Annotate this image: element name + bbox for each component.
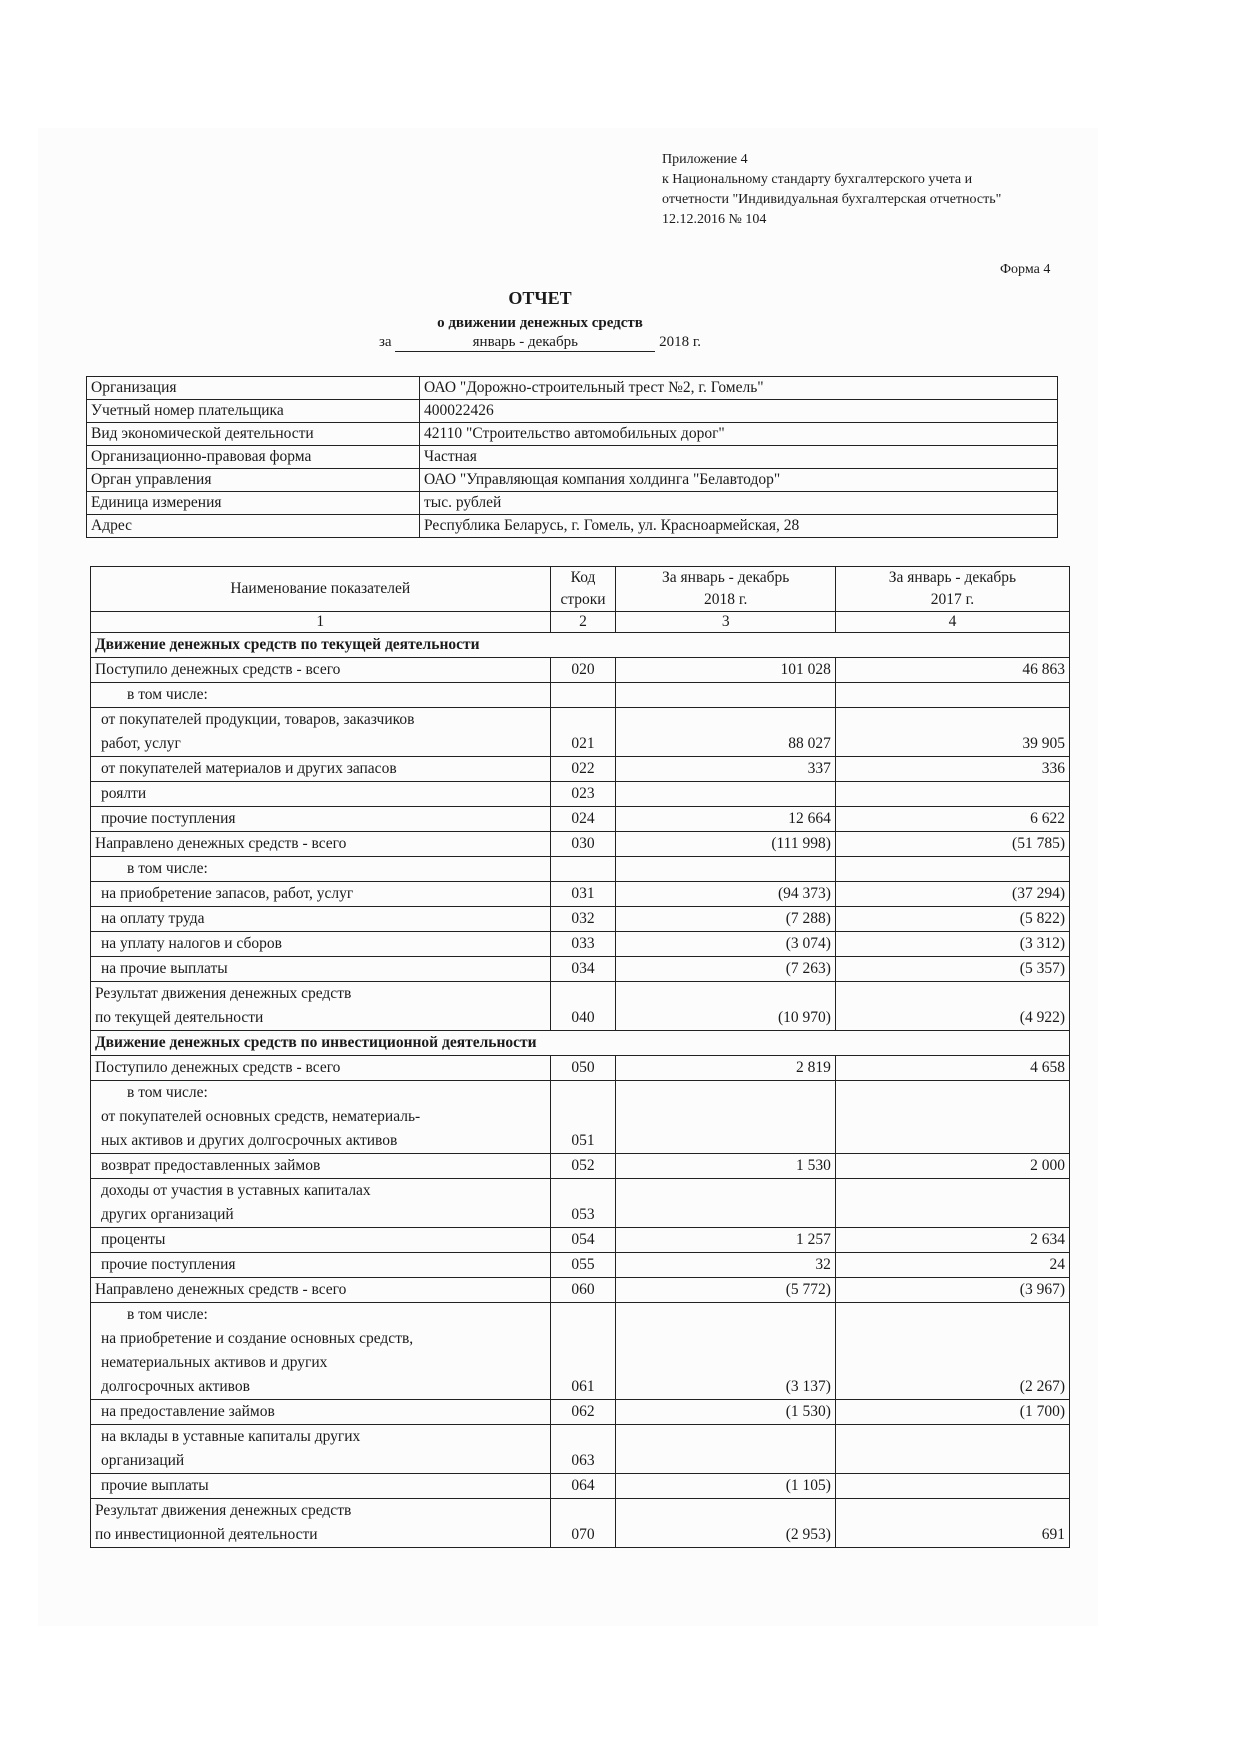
row-value-2018 bbox=[616, 857, 835, 882]
row-value-2018: (111 998) bbox=[616, 832, 835, 857]
row-name-line: возврат предоставленных займов bbox=[101, 1157, 321, 1174]
row-name bbox=[91, 1499, 551, 1548]
table-row bbox=[91, 1303, 1070, 1400]
row-value-2017: (37 294) bbox=[835, 882, 1069, 907]
row-code: 031 bbox=[550, 882, 616, 907]
row-name-line: на оплату труда bbox=[101, 910, 205, 927]
row-value-2017: 46 863 bbox=[835, 658, 1069, 683]
row-value-2017 bbox=[835, 782, 1069, 807]
section-row bbox=[91, 633, 1070, 658]
row-name-line: Направлено денежных средств - всего bbox=[95, 835, 347, 852]
row-value-2018: 2 819 bbox=[616, 1056, 835, 1081]
row-name-line: работ, услуг bbox=[101, 735, 181, 752]
org-row bbox=[87, 515, 1058, 538]
row-code: 024 bbox=[550, 807, 616, 832]
row-name-line: по текущей деятельности bbox=[95, 1009, 264, 1026]
row-code: 023 bbox=[550, 782, 616, 807]
row-name bbox=[91, 1179, 551, 1228]
row-name bbox=[91, 1425, 551, 1474]
row-value-2017: 24 bbox=[835, 1253, 1069, 1278]
org-value: Частная bbox=[420, 446, 1058, 469]
row-value-2017: (5 357) bbox=[835, 957, 1069, 982]
row-name-line: нематериальных активов и других bbox=[101, 1354, 328, 1371]
row-value-2018: (2 953) bbox=[616, 1499, 835, 1548]
row-code: 052 bbox=[550, 1154, 616, 1179]
row-name-line: прочие поступления bbox=[101, 1256, 236, 1273]
row-code: 020 bbox=[550, 658, 616, 683]
row-code: 054 bbox=[550, 1228, 616, 1253]
row-code: 032 bbox=[550, 907, 616, 932]
row-value-2018: 32 bbox=[616, 1253, 835, 1278]
row-value-2018 bbox=[616, 1081, 835, 1154]
row-code: 034 bbox=[550, 957, 616, 982]
row-code: 021 bbox=[550, 708, 616, 757]
org-label: Вид экономической деятельности bbox=[87, 423, 420, 446]
row-value-2017 bbox=[835, 1425, 1069, 1474]
section-row bbox=[91, 1031, 1070, 1056]
row-name-line: других организаций bbox=[101, 1206, 234, 1223]
section-title: Движение денежных средств по текущей деятельности bbox=[91, 633, 1070, 658]
row-value-2018 bbox=[616, 782, 835, 807]
row-code: 050 bbox=[550, 1056, 616, 1081]
row-name bbox=[91, 857, 551, 882]
appendix-line: отчетности "Индивидуальная бухгалтерская отчетность" bbox=[662, 192, 1002, 207]
row-value-2018 bbox=[616, 1425, 835, 1474]
row-value-2017 bbox=[835, 683, 1069, 708]
org-row bbox=[87, 377, 1058, 400]
header-code-line: строки bbox=[560, 591, 606, 608]
row-code: 063 bbox=[550, 1425, 616, 1474]
row-name bbox=[91, 1253, 551, 1278]
row-value-2018: (94 373) bbox=[616, 882, 835, 907]
row-name bbox=[91, 1474, 551, 1499]
table-row bbox=[91, 757, 1070, 782]
row-name bbox=[91, 957, 551, 982]
row-value-2017 bbox=[835, 857, 1069, 882]
row-name-line: прочие выплаты bbox=[101, 1477, 209, 1494]
org-label: Адрес bbox=[87, 515, 420, 538]
row-name-line: от покупателей материалов и других запасов bbox=[101, 760, 397, 777]
header-code bbox=[550, 567, 616, 612]
cash-flow-table bbox=[90, 566, 1070, 1548]
row-name-line: от покупателей продукции, товаров, заказчиков bbox=[101, 711, 415, 728]
column-number: 2 bbox=[550, 612, 616, 633]
org-value: Республика Беларусь, г. Гомель, ул. Красноармейская, 28 bbox=[420, 515, 1058, 538]
row-value-2017: (5 822) bbox=[835, 907, 1069, 932]
table-row bbox=[91, 1081, 1070, 1154]
row-value-2018: 12 664 bbox=[616, 807, 835, 832]
row-code: 040 bbox=[550, 982, 616, 1031]
row-name-line: доходы от участия в уставных капиталах bbox=[101, 1182, 371, 1199]
row-name bbox=[91, 1278, 551, 1303]
period-year: 2018 г. bbox=[659, 334, 702, 350]
org-row bbox=[87, 446, 1058, 469]
row-value-2018: (1 105) bbox=[616, 1474, 835, 1499]
table-row bbox=[91, 857, 1070, 882]
table-row bbox=[91, 1056, 1070, 1081]
org-label: Орган управления bbox=[87, 469, 420, 492]
org-value: 42110 "Строительство автомобильных дорог" bbox=[420, 423, 1058, 446]
row-code bbox=[550, 857, 616, 882]
appendix-line: Приложение 4 bbox=[662, 152, 748, 167]
header-period-line: За январь - декабрь bbox=[662, 569, 790, 586]
form-number: Форма 4 bbox=[1000, 262, 1051, 277]
table-row bbox=[91, 807, 1070, 832]
org-label: Единица измерения bbox=[87, 492, 420, 515]
table-row bbox=[91, 1228, 1070, 1253]
column-number-row bbox=[91, 612, 1070, 633]
row-value-2017: 691 bbox=[835, 1499, 1069, 1548]
org-row bbox=[87, 423, 1058, 446]
row-code: 022 bbox=[550, 757, 616, 782]
row-value-2017: 336 bbox=[835, 757, 1069, 782]
org-label: Учетный номер плательщика bbox=[87, 400, 420, 423]
row-name-line: в том числе: bbox=[127, 1084, 208, 1101]
row-name bbox=[91, 882, 551, 907]
row-value-2017: 2 000 bbox=[835, 1154, 1069, 1179]
row-name bbox=[91, 1081, 551, 1154]
row-name-line: на вклады в уставные капиталы других bbox=[101, 1428, 361, 1445]
org-label: Организационно-правовая форма bbox=[87, 446, 420, 469]
appendix-line: 12.12.2016 № 104 bbox=[662, 212, 767, 227]
row-name bbox=[91, 932, 551, 957]
appendix-line: к Национальному стандарту бухгалтерского учета и bbox=[662, 172, 973, 187]
table-row bbox=[91, 782, 1070, 807]
row-code: 062 bbox=[550, 1400, 616, 1425]
table-row bbox=[91, 1154, 1070, 1179]
header-code-line: Код bbox=[570, 569, 596, 586]
row-value-2017: (1 700) bbox=[835, 1400, 1069, 1425]
row-value-2017 bbox=[835, 1081, 1069, 1154]
table-row bbox=[91, 1253, 1070, 1278]
row-name-line: Результат движения денежных средств bbox=[95, 985, 352, 1002]
row-value-2018 bbox=[616, 683, 835, 708]
row-value-2017: (4 922) bbox=[835, 982, 1069, 1031]
row-value-2018: 88 027 bbox=[616, 708, 835, 757]
period-prefix: за bbox=[378, 334, 392, 350]
table-row bbox=[91, 832, 1070, 857]
row-name-line: на прочие выплаты bbox=[101, 960, 228, 977]
org-label: Организация bbox=[87, 377, 420, 400]
row-value-2018: 1 530 bbox=[616, 1154, 835, 1179]
row-name-line: Поступило денежных средств - всего bbox=[95, 661, 341, 678]
row-name-line: в том числе: bbox=[127, 686, 208, 703]
row-name bbox=[91, 1154, 551, 1179]
org-value: тыс. рублей bbox=[420, 492, 1058, 515]
row-value-2018: 337 bbox=[616, 757, 835, 782]
table-row bbox=[91, 982, 1070, 1031]
org-row bbox=[87, 400, 1058, 423]
row-name-line: по инвестиционной деятельности bbox=[95, 1526, 318, 1543]
row-code: 061 bbox=[550, 1303, 616, 1400]
row-name-line: на уплату налогов и сборов bbox=[101, 935, 282, 952]
header-name: Наименование показателей bbox=[91, 567, 551, 612]
report-period bbox=[300, 334, 780, 352]
row-value-2017: (51 785) bbox=[835, 832, 1069, 857]
row-name-line: Результат движения денежных средств bbox=[95, 1502, 352, 1519]
row-name-line: в том числе: bbox=[127, 1306, 208, 1323]
header-period-2018 bbox=[616, 567, 835, 612]
row-name bbox=[91, 683, 551, 708]
section-title: Движение денежных средств по инвестиционной деятельности bbox=[91, 1031, 1070, 1056]
row-code: 060 bbox=[550, 1278, 616, 1303]
row-name-line: прочие поступления bbox=[101, 810, 236, 827]
row-code: 030 bbox=[550, 832, 616, 857]
row-value-2018: (1 530) bbox=[616, 1400, 835, 1425]
row-name bbox=[91, 832, 551, 857]
row-name bbox=[91, 782, 551, 807]
row-value-2017: 2 634 bbox=[835, 1228, 1069, 1253]
row-name bbox=[91, 1056, 551, 1081]
appendix-note bbox=[662, 150, 1082, 230]
table-row bbox=[91, 1278, 1070, 1303]
organization-table bbox=[86, 376, 1058, 538]
row-name bbox=[91, 1400, 551, 1425]
row-name bbox=[91, 1303, 551, 1400]
report-subtitle: о движении денежных средств bbox=[437, 315, 643, 331]
row-code: 070 bbox=[550, 1499, 616, 1548]
table-row bbox=[91, 708, 1070, 757]
row-value-2017: (3 312) bbox=[835, 932, 1069, 957]
table-row bbox=[91, 957, 1070, 982]
table-row bbox=[91, 1179, 1070, 1228]
row-code: 051 bbox=[550, 1081, 616, 1154]
row-value-2018: (5 772) bbox=[616, 1278, 835, 1303]
row-value-2017: (3 967) bbox=[835, 1278, 1069, 1303]
org-value: ОАО "Управляющая компания холдинга "Белавтодор" bbox=[420, 469, 1058, 492]
row-value-2018: 1 257 bbox=[616, 1228, 835, 1253]
row-name-line: Направлено денежных средств - всего bbox=[95, 1281, 347, 1298]
header-period-line: За январь - декабрь bbox=[888, 569, 1017, 586]
table-row bbox=[91, 658, 1070, 683]
period-value: январь - декабрь bbox=[395, 334, 655, 352]
table-row bbox=[91, 1400, 1070, 1425]
row-value-2017: 39 905 bbox=[835, 708, 1069, 757]
row-value-2017 bbox=[835, 1179, 1069, 1228]
row-name bbox=[91, 757, 551, 782]
report-title: ОТЧЕТ bbox=[508, 288, 572, 308]
column-number: 1 bbox=[91, 612, 551, 633]
row-name-line: на приобретение и создание основных средств, bbox=[101, 1330, 414, 1347]
row-name-line: организаций bbox=[101, 1452, 185, 1469]
row-name bbox=[91, 708, 551, 757]
header-period-2017 bbox=[835, 567, 1069, 612]
row-name-line: роялти bbox=[101, 785, 147, 802]
table-row bbox=[91, 907, 1070, 932]
row-value-2017: 6 622 bbox=[835, 807, 1069, 832]
row-code: 053 bbox=[550, 1179, 616, 1228]
table-row bbox=[91, 1499, 1070, 1548]
row-value-2018: 101 028 bbox=[616, 658, 835, 683]
row-value-2018: (3 074) bbox=[616, 932, 835, 957]
row-value-2017: 4 658 bbox=[835, 1056, 1069, 1081]
row-name bbox=[91, 982, 551, 1031]
row-name bbox=[91, 907, 551, 932]
row-name-line: на приобретение запасов, работ, услуг bbox=[101, 885, 354, 902]
row-name-line: проценты bbox=[101, 1231, 166, 1248]
table-row bbox=[91, 882, 1070, 907]
row-code: 064 bbox=[550, 1474, 616, 1499]
report-title-block bbox=[300, 288, 780, 352]
row-name-line: долгосрочных активов bbox=[101, 1378, 250, 1395]
row-name-line: на предоставление займов bbox=[101, 1403, 275, 1420]
header-period-line: 2018 г. bbox=[704, 591, 748, 608]
table-row bbox=[91, 1425, 1070, 1474]
table-row bbox=[91, 1474, 1070, 1499]
org-value: 400022426 bbox=[420, 400, 1058, 423]
row-name bbox=[91, 658, 551, 683]
table-row bbox=[91, 683, 1070, 708]
header-period-line: 2017 г. bbox=[930, 591, 975, 608]
org-value: ОАО "Дорожно-строительный трест №2, г. Гомель" bbox=[420, 377, 1058, 400]
row-value-2017 bbox=[835, 1474, 1069, 1499]
table-header-row bbox=[91, 567, 1070, 612]
org-row bbox=[87, 469, 1058, 492]
row-value-2018: (10 970) bbox=[616, 982, 835, 1031]
row-code bbox=[550, 683, 616, 708]
row-value-2018 bbox=[616, 1179, 835, 1228]
row-name-line: ных активов и других долгосрочных активов bbox=[101, 1132, 398, 1149]
row-value-2018: (7 288) bbox=[616, 907, 835, 932]
row-value-2018: (3 137) bbox=[616, 1303, 835, 1400]
row-value-2017: (2 267) bbox=[835, 1303, 1069, 1400]
row-name-line: от покупателей основных средств, нематериаль- bbox=[101, 1108, 421, 1125]
row-name bbox=[91, 1228, 551, 1253]
column-number: 4 bbox=[835, 612, 1069, 633]
table-row bbox=[91, 932, 1070, 957]
row-name-line: в том числе: bbox=[127, 860, 208, 877]
org-row bbox=[87, 492, 1058, 515]
row-code: 055 bbox=[550, 1253, 616, 1278]
row-name bbox=[91, 807, 551, 832]
row-value-2018: (7 263) bbox=[616, 957, 835, 982]
row-name-line: Поступило денежных средств - всего bbox=[95, 1059, 341, 1076]
column-number: 3 bbox=[616, 612, 835, 633]
row-code: 033 bbox=[550, 932, 616, 957]
